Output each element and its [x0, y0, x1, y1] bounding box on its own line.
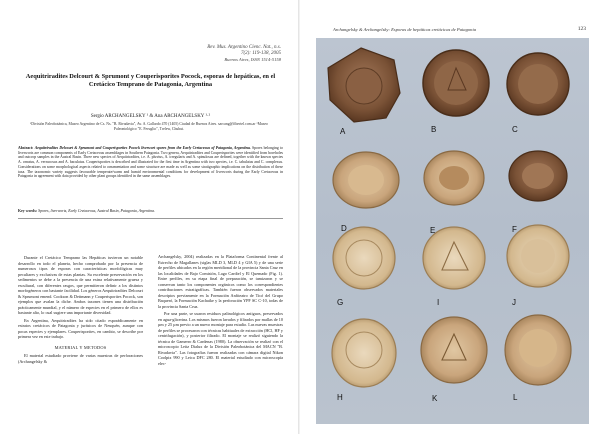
spore-image-f	[509, 151, 567, 201]
body-paragraph: Durante el Cretácico Temprano las Hepáticas tuvieron un notable desarrollo en todo el planeta, hecho comprobado por la presencia de numerosos tipos de esporas con características morfológicas muy peculiares y exclusivas de estas plantas. Su excelente preservación en los sedimentos se debe a la presencia de una exina relativamente gruesa y escultural, con diferentes rasgos, que permitieron definir a los distintos morfogéneros con bastante facilidad. Los géneros Aequitriradites Delcourt & Sprumont emend. Cookson & Dettmann y Couperisporites Pocock, son ejemplos que avalan la diche. Ambos taxones tienen una distribución prácticamente mundial, y el número de especies en el primero de ellos es bastante alto, lo cual sugiere una importante diversidad.	[18, 255, 143, 315]
abstract-label: Abstract:	[18, 146, 34, 150]
spore-image-g	[333, 227, 395, 289]
author-affiliation: ¹División Paleobotánica, Museo Argentino de Cs. Ns. "B. Rivadavia", Av. A. Gallardo 470 (1405) Ciudad de Buenos Aires. sarcang@fibertel.com.ar ²Museo Paleontológico "E. Feruglio", Trelew, Chubut.	[30, 122, 268, 131]
abstract-title: Aequitriradites Delcourt & Sprumont and Couperisporites Pocock liverwort spores from the Early Cretaceous of Patagonia, Argentina.	[34, 146, 251, 150]
section-divider	[18, 218, 283, 219]
plate-label-j: J	[512, 298, 516, 307]
page-number: 123	[577, 26, 586, 32]
plate-label-d: D	[341, 224, 347, 233]
journal-issn: Buenos Aires, ISSN 1514-5158	[224, 57, 281, 62]
spore-image-b	[423, 50, 489, 116]
section-heading-methods: MATERIAL Y METODOS	[54, 344, 107, 350]
body-column-2	[158, 254, 283, 368]
journal-volume: 7(2): 119-138, 2005	[240, 51, 281, 56]
body-column-1	[18, 255, 143, 366]
plate-label-i: I	[437, 298, 440, 307]
keywords-label: Key words:	[18, 209, 38, 213]
spore-image-a	[328, 48, 400, 122]
body-paragraph: El material estudiado proviene de varias muestras de perforaciones (Archangelsky &	[18, 353, 143, 364]
left-page	[0, 0, 299, 434]
spore-image-k	[421, 317, 487, 383]
spore-image-h	[332, 319, 396, 387]
plate-label-k: K	[432, 394, 438, 403]
running-head: Archangelsky & Archangelsky: Esporas de hepáticas cretácicas de Patagonia	[333, 27, 477, 32]
journal-name: Rev. Mus. Argentino Cienc. Nat., n.s.	[207, 45, 281, 50]
body-paragraph: Archangelsky, 2004) realizadas en la Plataforma Continental frente al Estrecho de Magallanes (siglas MLD 3, MLD 4 y GIA 5) y de una serie de perfiles ubicados en la región meridional de la provincia Santa Cruz en las localidades de Bajo Comisión, Lago Cardiel y El Quemado (Fig. 1). Entre perfiles, en su etapa final de preparación, se tamizaron y se conservan tanto los componentes orgánicos como los correspondientes contribuciones estratigráficas. También fueron observados materiales descriptos previamente en la Formación Anfiteatro de Ticó del Grupo Baqueró, la Formación Kachaike y la perforación YPF SC C-10, todas de la provincia Santa Cruz.	[158, 254, 283, 309]
plate-label-f: F	[512, 225, 517, 234]
abstract-body: Spores belonging to liverworts are common components of Early Cretaceous assemblages in Southern Patagonia. Two genera, Aequitriradites and Couperisporites were identified from boreholes and outcrop samples in the Austral Basin. Three new species of Aequitriradites, i.e. A. pluvius, A. irregularis and A. spinulosus are defined, together with the known species A. ornatus, A. verrucosus and A. baculatus. Couperisporites is described and illustrated for the first time in Argentina with two species, i.e. C. tabulatus and C. complexus. Considerations on some morphological aspects related to ornamentation and some structure are made as well as some stratigraphic implications on the distribution of these taxa. The taxonomic variety suggests favourable temperate/warm and humid environmental conditions for development of liverworts during the Early Cretaceous in Patagonia in agreement with data provided by other plant groups identified in the same assemblages.	[18, 146, 284, 179]
plate-label-l: L	[513, 393, 518, 402]
spore-image-l	[505, 315, 571, 385]
spore-image-d	[333, 152, 399, 208]
spore-image-j	[507, 225, 569, 287]
body-paragraph: En Argentina, Aequitriradites ha sido citado esporádicamente en estratos cretácicos de Patagonia y jurásicos de Neuquén, aunque con pocas especies y ejemplares. Couperisporites, en cambio, se describe por primera vez en este trabajo.	[18, 317, 143, 339]
spore-image-c	[507, 53, 569, 115]
article-authors: Sergio ARCHANGELSKY ¹ & Ana ARCHANGELSKY ¹·²	[90, 114, 211, 119]
keywords	[18, 209, 283, 214]
plate-label-a: A	[340, 127, 346, 136]
article-title: Aequitriradites Delcourt & Sprumont y Couperisporites Pocock, esporas de hepáticas, en el Cretácico Temprano de Patagonia, Argentina	[25, 73, 276, 88]
plate-label-h: H	[337, 393, 343, 402]
body-paragraph: Por una parte, se usaron residuos palinológicos antiguos, preservados en agua-glicerina. Los mismos fueron lavados y filtrados por mallas de 10 µm y 25 µm previo a un nuevo montaje para estudio. Las nuevas muestras de perfiles se procesaron con técnicas habituales de extracción (HCl, HF y centrifugación), y posterior filtrado. El montaje se realizó siguiendo la técnica de Gamerro & Cardenas (1980). La observación se realizó con el microscopio Leitz Dialux de la División Paleobotánica del MACN "B. Rivadavia". Las fotografías fueron realizadas con cámara digital Nikon Coolpix 990 y Leica DFC 280. El material estudiado con microscopía elec-	[158, 311, 283, 366]
plate-label-b: B	[431, 125, 437, 134]
plate-label-g: G	[337, 298, 344, 307]
plate-label-e: E	[430, 226, 436, 235]
plate-label-c: C	[512, 125, 518, 134]
keywords-list: Spores, liverworts, Early Cretaceous, Austral Basin, Patagonia, Argentina.	[38, 209, 156, 213]
spore-image-e	[424, 151, 484, 205]
spore-plate-images	[316, 38, 589, 424]
abstract	[18, 146, 283, 179]
journal-info	[151, 45, 281, 63]
spore-image-i	[423, 227, 485, 289]
